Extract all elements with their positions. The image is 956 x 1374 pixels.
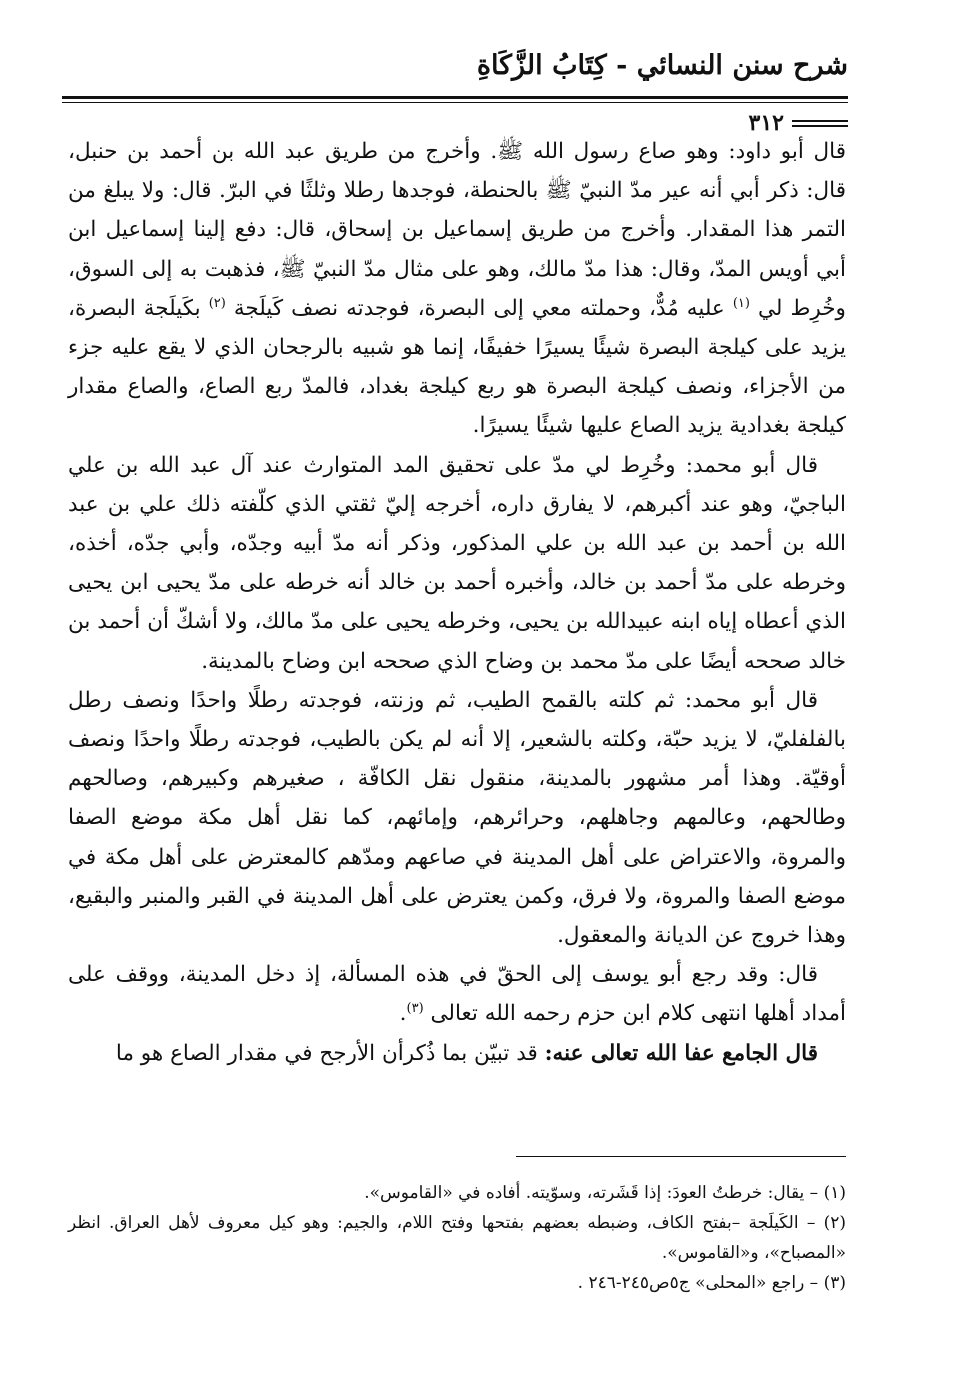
paragraph-4-text: قال: وقد رجع أبو يوسف إلى الحقّ في هذه المسألة، إذ دخل المدينة، ووقف على أمداد أهلها انتهى كلام ابن حزم رحمه الله تعالى — [68, 962, 846, 1027]
main-text — [68, 132, 846, 1073]
paragraph-2: قال أبو محمد: وخُرِط لي مدّ على تحقيق المد المتوارث عند آل عبد الله بن علي الباجيّ، وهو عند أكبرهم، لا يفارق داره، أخرجه إليّ ثقتي الذي كلّفته ذلك علي بن عبد الله بن أحمد بن عبد الله بن علي المذكور، وذكر أنه مدّ أبيه وجدّه، وأبي جدّه، أخذه، وخرطه على مدّ أحمد بن خالد، وأخبره أحمد بن خالد أنه خرطه على مدّ يحيى ابن يحيى الذي أعطاه إياه ابنه عبيدالله بن يحيى، وخرطه يحيى على مدّ مالك، ولا أشكّ أن أحمد بن خالد صححه أيضًا على مدّ محمد بن وضاح الذي صححه ابن وضاح بالمدينة. — [68, 452, 846, 674]
header-rule-thick — [62, 96, 848, 99]
running-title: شرح سنن النسائي - كِتَابُ الزَّكَاةِ — [476, 50, 848, 81]
paragraph-5 — [68, 1034, 846, 1073]
compiler-remark-lead: قال الجامع عفا الله تعالى عنه: — [544, 1040, 818, 1066]
paragraph-1 — [68, 132, 846, 446]
paragraph-4-end: . — [399, 1001, 407, 1027]
header-rule-thin — [62, 102, 848, 103]
page-header — [62, 48, 848, 136]
footnote-1: (١) – يقال: خرطتُ العودَ: إذا قَشَرته، وسوّيته. أفاده في «القاموس». — [364, 1183, 846, 1203]
footnote-ref-3: (٣) — [406, 1001, 424, 1017]
footnote-separator — [516, 1156, 846, 1157]
paragraph-1-text: قال أبو داود: وهو صاع رسول الله ﷺ. وأخرج من طريق عبد الله بن أحمد بن حنبل، قال: ذكر أبي أنه عير مدّ النبيّ ﷺ بالحنطة، فوجدها رطلا وثلثًا في البرّ. قال: ولا يبلغ من التمر هذا المقدار. وأخرج من طريق إسماعيل بن إسحاق، قال: دفع إلينا إسماعيل ابن أبي أويس المدّ، وقال: هذا مدّ مالك، وهو على مثال مدّ النبيّ ﷺ، فذهبت به إلى السوق، وخُرِط لي — [68, 139, 846, 321]
paragraph-1-end: بكَيلَجة البصرة، يزيد على كيلجة البصرة شيئًا يسيرًا خفيفًا، إنما هو شبيه بالرجحان الذي لا يقع عليه جزء من الأجزاء، ونصف كيلجة البصرة هو ربع كيلجة بغداد، فالمدّ ربع الصاع، والصاع مقدار كيلجة بغدادية يزيد الصاع عليها شيئًا يسيرًا. — [68, 295, 846, 439]
page-number: ٣١٢ — [748, 110, 784, 136]
footnotes — [68, 1178, 846, 1298]
paragraph-3: قال أبو محمد: ثم كلته بالقمح الطيب، ثم وزنته، فوجدته رطلًا واحدًا ونصف رطل بالفلفليّ، لا يزيد حبّة، وكلته بالشعير، إلا أنه لم يكن بالطيب، فوجدته رطلًا واحدًا ونصف أوقيّة. وهذا أمر مشهور بالمدينة، منقول نقل الكافّة ، صغيرهم وكبيرهم، وصالحهم وطالحهم، وعالمهم وجاهلهم، وحرائرهم، وإمائهم، كما نقل أهل مكة موضع الصفا والمروة، والاعتراض على أهل المدينة في صاعهم ومدّهم كالمعترض على أهل مكة في موضع الصفا والمروة، ولا فرق، وكمن يعترض على أهل المدينة في القبر والمنبر والبقيع، وهذا خروج عن الديانة والمعقول. — [68, 687, 846, 949]
footnote-2: (٢) – الكَيلَجة –بفتح الكاف، وضبطه بعضهم بفتحها وفتح اللام، والجيم: وهو كيل معروف لأهل العراق. انظر «المصباح»، و«القاموس». — [68, 1213, 846, 1263]
page-number-ornament — [792, 117, 848, 130]
paragraph-4 — [68, 955, 846, 1033]
footnote-ref-1: (١) — [732, 295, 750, 311]
paragraph-1-middle: عليه مُدٌّ، وحملته معي إلى البصرة، فوجدته نصف كَيلَجة — [233, 295, 725, 321]
footnote-3: (٣) – راجع «المحلى» ج٥ص٢٤٥-٢٤٦ . — [577, 1273, 846, 1293]
paragraph-5-text: قد تبيّن بما ذُكرأن الأرجح في مقدار الصاع هو ما — [115, 1040, 538, 1066]
footnote-ref-2: (٢) — [208, 295, 226, 311]
